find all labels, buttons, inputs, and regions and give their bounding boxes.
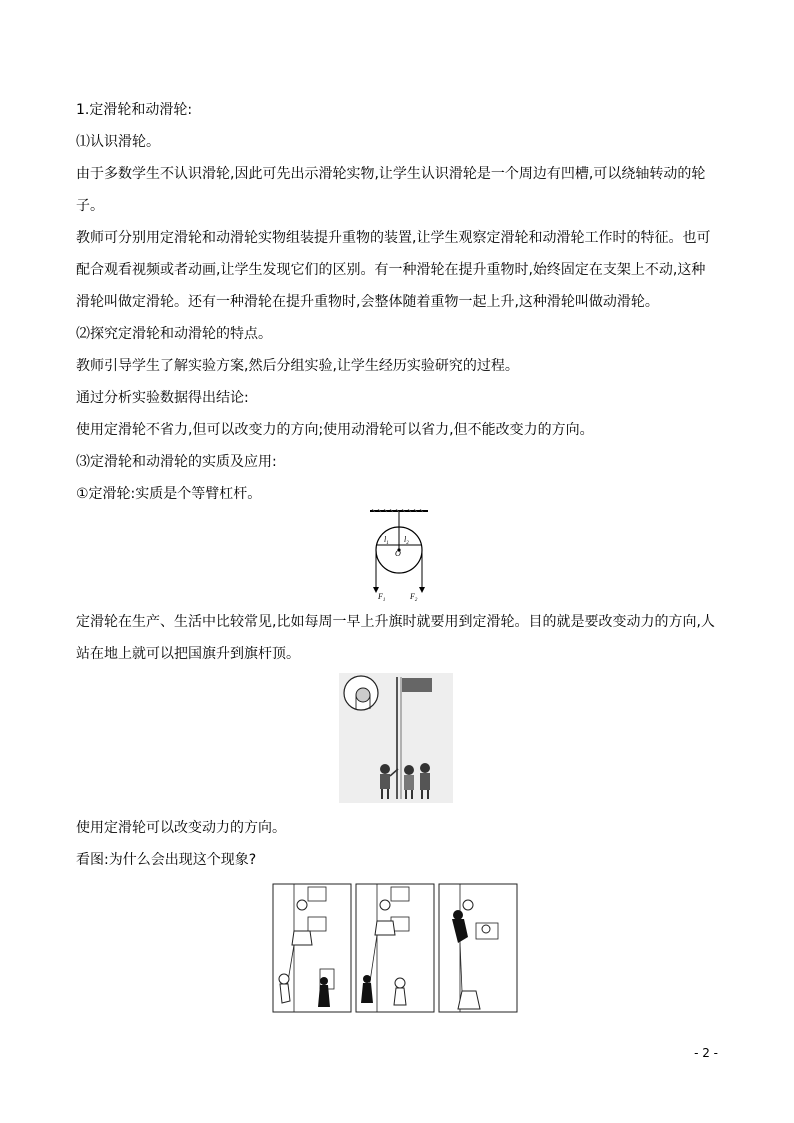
paragraph-5: 使用定滑轮不省力,但可以改变力的方向;使用动滑轮可以省力,但不能改变力的方向。 (76, 422, 594, 438)
fixed-pulley-diagram (364, 509, 434, 601)
paragraph-4: 通过分析实验数据得出结论: (76, 390, 249, 406)
comic-panel-1 (273, 884, 351, 1012)
subheading-2: ⑵探究定滑轮和动滑轮的特点。 (76, 326, 272, 342)
paragraph-1-line-2: 子。 (76, 198, 104, 214)
paragraph-7: 使用定滑轮可以改变动力的方向。 (76, 820, 286, 836)
paragraph-8: 看图:为什么会出现这个现象? (76, 852, 257, 868)
pulley-comic-strip (272, 883, 520, 1015)
flag-raising-illustration (339, 673, 453, 803)
paragraph-2-line-2: 配合观看视频或者动画,让学生发现它们的区别。有一种滑轮在提升重物时,始终固定在支架上不动,这种 (76, 262, 706, 278)
section-heading: 1.定滑轮和动滑轮: (76, 102, 193, 118)
label-l1: $l_1$ (384, 535, 389, 546)
label-l2: $l_2$ (404, 535, 409, 546)
comic-panel-2 (356, 884, 434, 1012)
label-o: O (395, 549, 401, 558)
paragraph-3: 教师引导学生了解实验方案,然后分组实验,让学生经历实验研究的过程。 (76, 358, 519, 374)
subheading-3: ⑶定滑轮和动滑轮的实质及应用: (76, 454, 277, 470)
label-f2: $F_2$ (410, 592, 418, 601)
list-item-fixed-pulley: ①定滑轮:实质是个等臂杠杆。 (76, 486, 262, 502)
comic-panel-3 (439, 884, 517, 1012)
flag (402, 678, 432, 692)
paragraph-6-line-1: 定滑轮在生产、生活中比较常见,比如每周一早上升旗时就要用到定滑轮。目的就是要改变动力的方向,人 (76, 614, 715, 630)
paragraph-6-line-2: 站在地上就可以把国旗升到旗杆顶。 (76, 646, 300, 662)
paragraph-1-line-1: 由于多数学生不认识滑轮,因此可先出示滑轮实物,让学生认识滑轮是一个周边有凹槽,可以绕轴转动的轮 (76, 166, 706, 182)
page-number: - 2 - (694, 1046, 718, 1060)
arrow-f2 (419, 587, 425, 593)
subheading-1: ⑴认识滑轮。 (76, 134, 160, 150)
label-f1: $F_1$ (378, 592, 386, 601)
paragraph-2-line-3: 滑轮叫做定滑轮。还有一种滑轮在提升重物时,会整体随着重物一起上升,这种滑轮叫做动滑轮。 (76, 294, 659, 310)
paragraph-2-line-1: 教师可分别用定滑轮和动滑轮实物组装提升重物的装置,让学生观察定滑轮和动滑轮工作时的特征。也可 (76, 230, 711, 246)
inset-pulley (356, 688, 370, 702)
